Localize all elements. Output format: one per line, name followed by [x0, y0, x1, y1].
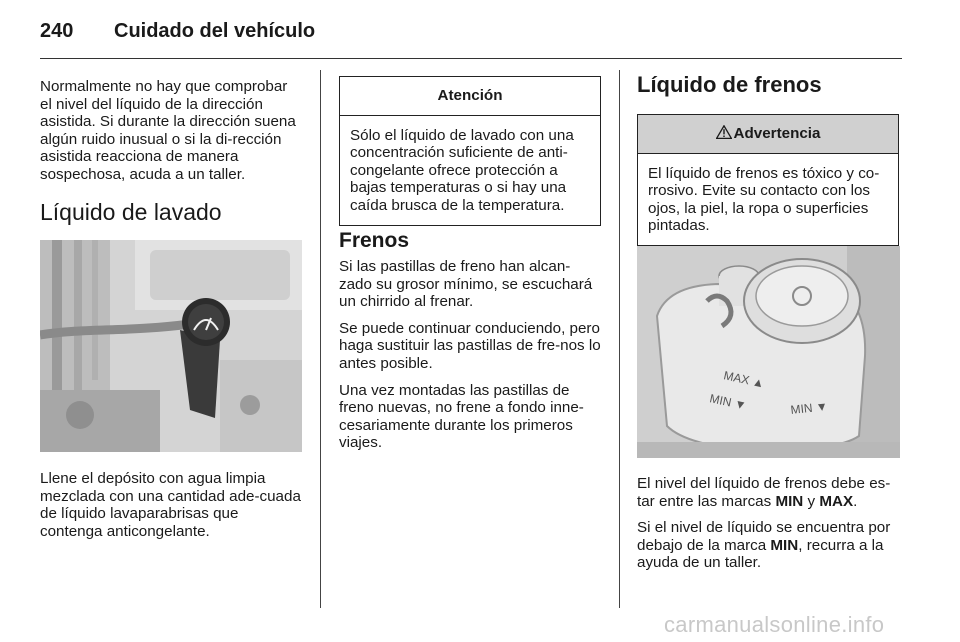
brake-fluid-heading: Líquido de frenos [637, 72, 822, 97]
washer-fluid-heading: Líquido de lavado [40, 199, 222, 225]
attention-title: Atención [340, 77, 600, 116]
brakes-text [339, 258, 601, 461]
attention-body: Sólo el líquido de lavado con una concentración suficiente de anti-congelante ofrece protección a bajas temperaturas o si hay una caída brusca de la temperatura. [350, 126, 574, 214]
site-watermark: carmanualsonline.info [664, 612, 885, 637]
brake-fluid-reservoir-illustration [637, 246, 900, 458]
steering-fluid-paragraph: Normalmente no hay que comprobar el nivel del líquido de la dirección asistida. Si durante la dirección suena algún ruido inusual o si la di-rección asistida reacciona de manera sospechosa, acuda a un taller. [40, 78, 296, 183]
page-header [40, 16, 902, 56]
warning-body: El líquido de frenos es tóxico y co-rrosivo. Evite su contacto con los ojos, la piel, la ropa o superficies pintadas. [648, 164, 880, 235]
min-mark-label-left: MIN ▼ [708, 391, 748, 413]
warning-box [637, 114, 899, 246]
fill-instructions-paragraph: Llene el depósito con agua limpia mezclada con una cantidad ade-cuada de líquido lavaparabrisas que contenga anticongelante. [40, 470, 301, 540]
max-mark-label: MAX ▲ [722, 368, 766, 391]
washer-reservoir-photo [40, 240, 302, 452]
column-divider-2 [619, 70, 620, 608]
warning-title-bar [638, 115, 898, 154]
min-mark-label-right: MIN ▼ [789, 399, 829, 417]
min-mark-ref-2: MIN [770, 536, 799, 554]
column-divider-1 [320, 70, 321, 608]
section-title: Cuidado del vehículo [114, 20, 316, 42]
brake-fluid-text [637, 475, 900, 581]
attention-box [339, 76, 601, 226]
fluid-level-paragraph: El nivel del líquido de frenos debe es-tar entre las marcas MIN y MAX. [637, 475, 891, 510]
brakes-paragraph-2: Se puede continuar conduciendo, pero haga sustituir las pastillas de fre-nos lo antes posible. [339, 319, 601, 372]
brakes-paragraph-1: Si las pastillas de freno han alcan-zado su grosor mínimo, se escuchará un chirrido al frenar. [339, 258, 593, 311]
brake-fluid-reservoir-photo [637, 246, 900, 458]
brakes-heading: Frenos [339, 229, 410, 252]
min-mark-ref: MIN [775, 492, 804, 510]
header-rule [40, 58, 902, 59]
warning-triangle-icon [716, 125, 732, 139]
washer-reservoir-illustration [40, 240, 302, 452]
warning-title: Advertencia [733, 125, 821, 142]
brakes-paragraph-3: Una vez montadas las pastillas de freno nuevas, no frene a fondo inne-cesariamente durante los primeros viajes. [339, 381, 584, 452]
low-fluid-paragraph: Si el nivel de líquido se encuentra por debajo de la marca MIN, recurra a la ayuda de un taller. [637, 519, 891, 572]
max-mark-ref: MAX [819, 492, 854, 510]
page-number: 240 [40, 20, 74, 42]
